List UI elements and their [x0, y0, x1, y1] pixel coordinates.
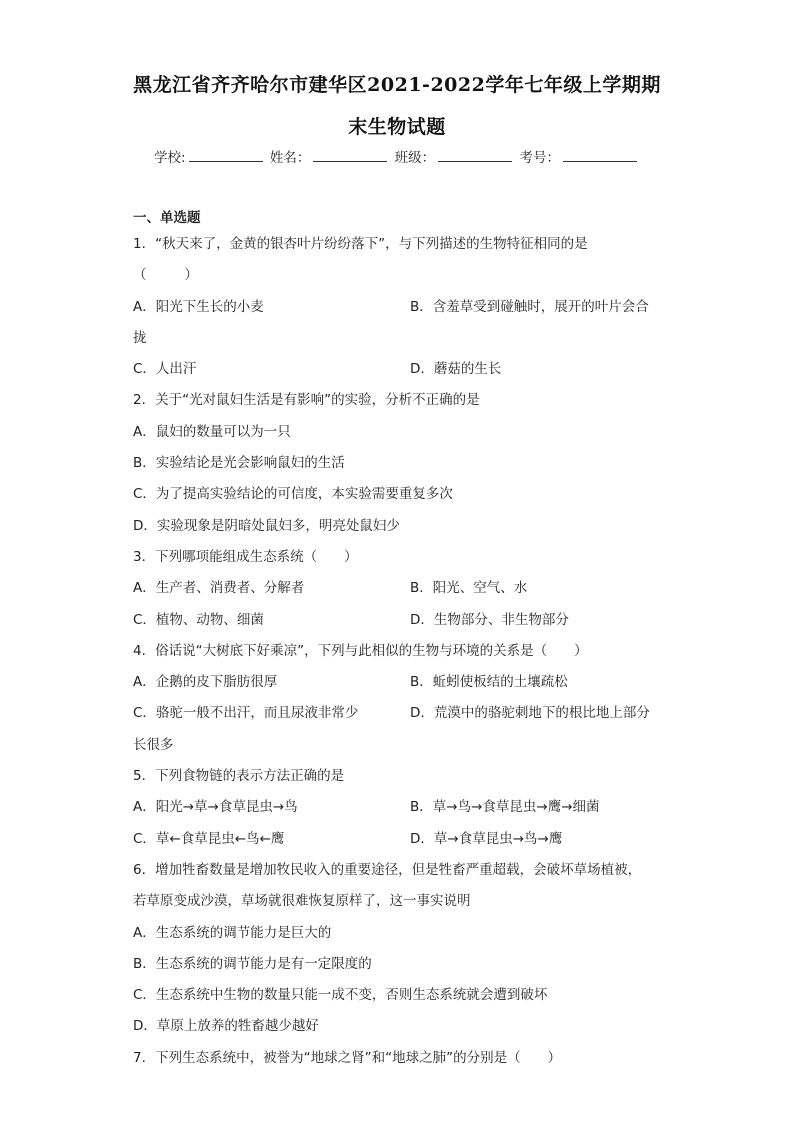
school-blank[interactable]	[189, 149, 263, 162]
question-2-stem: 2．关于“光对鼠妇生活是有影响”的实验，分析不正确的是	[133, 392, 480, 409]
q3-option-d[interactable]: D．生物部分、非生物部分	[410, 611, 569, 628]
question-4-options-cd	[133, 698, 663, 729]
name-label: 姓名：	[269, 150, 311, 166]
q3-option-a[interactable]: A．生产者、消费者、分解者	[133, 580, 305, 597]
section-title: 一、单选题	[133, 210, 201, 226]
q5-option-a[interactable]: A．阳光→草→食草昆虫→鸟	[133, 799, 298, 816]
question-5-options-cd	[133, 824, 663, 855]
exam-no-label: 考号：	[519, 150, 560, 166]
question-5-stem: 5．下列食物链的表示方法正确的是	[133, 768, 345, 785]
question-list	[133, 229, 663, 1074]
class-blank[interactable]	[438, 149, 512, 162]
q4-option-c[interactable]: C．骆驼一般不出汗，而且尿液非常少	[133, 705, 359, 722]
page-title-line2: 末生物试题	[348, 116, 446, 138]
exam-no-blank[interactable]	[563, 149, 637, 162]
q2-option-b[interactable]: B．实验结论是光会影响鼠妇的生活	[133, 455, 345, 472]
question-4-options-ab	[133, 667, 663, 698]
q6-option-c[interactable]: C．生态系统中生物的数量只能一成不变，否则生态系统就会遭到破坏	[133, 987, 548, 1004]
class-label: 班级：	[394, 150, 436, 166]
q2-option-d[interactable]: D．实验现象是阴暗处鼠妇多，明亮处鼠妇少	[133, 517, 400, 534]
question-1-paren	[133, 260, 663, 291]
q2-option-c[interactable]: C．为了提高实验结论的可信度，本实验需要重复多次	[133, 486, 453, 503]
q1-option-d[interactable]: D．蘑菇的生长	[410, 361, 502, 378]
question-3-options-cd	[133, 605, 663, 636]
q5-option-b[interactable]: B．草→鸟→食草昆虫→鹰→细菌	[410, 799, 600, 816]
paren-open: （	[133, 267, 147, 284]
question-7-stem: 7．下列生态系统中，被誉为“地球之肾”和“地球之肺”的分别是（ ）	[133, 1049, 562, 1066]
q4-option-d[interactable]: D．荒漠中的骆驼刺地下的根比地上部分	[410, 705, 650, 722]
q1-option-b[interactable]: B．含羞草受到碰触时，展开的叶片会合	[410, 298, 649, 315]
q6-option-b[interactable]: B．生态系统的调节能力是有一定限度的	[133, 955, 372, 972]
question-1-options-ab	[133, 292, 663, 323]
question-6-stem-line2: 若草原变成沙漠，草场就很难恢复原样了，这一事实说明	[133, 893, 471, 910]
q4-option-b[interactable]: B．蚯蚓使板结的土壤疏松	[410, 674, 568, 691]
school-label: 学校:	[154, 150, 186, 166]
question-3-options-ab	[133, 573, 663, 604]
q1-option-c[interactable]: C．人出汗	[133, 361, 197, 378]
question-1-stem: 1．“秋天来了，金黄的银杏叶片纷纷落下”，与下列描述的生物特征相同的是	[133, 236, 588, 252]
question-3-stem: 3．下列哪项能组成生态系统（ ）	[133, 548, 358, 565]
question-1-options-cd	[133, 354, 663, 385]
q3-option-c[interactable]: C．植物、动物、细菌	[133, 611, 264, 628]
q2-option-a[interactable]: A．鼠妇的数量可以为一只	[133, 423, 291, 440]
question-5-options-ab	[133, 792, 663, 823]
student-info-row	[0, 146, 794, 166]
q6-option-a[interactable]: A．生态系统的调节能力是巨大的	[133, 924, 332, 941]
question-6-stem-line1: 6．增加牲畜数量是增加牧民收入的重要途径，但是牲畜严重超载，会破坏草场植被，	[133, 861, 642, 878]
q1-option-a[interactable]: A．阳光下生长的小麦	[133, 298, 264, 315]
q3-option-b[interactable]: B．阳光、空气、水	[410, 580, 528, 597]
question-4-stem: 4．俗话说“大树底下好乘凉”，下列与此相似的生物与环境的关系是（ ）	[133, 642, 588, 659]
q6-option-d[interactable]: D．草原上放养的牲畜越少越好	[133, 1018, 319, 1035]
q4-option-a[interactable]: A．企鹅的皮下脂肪很厚	[133, 674, 278, 691]
q5-option-c[interactable]: C．草←食草昆虫←鸟←鹰	[133, 830, 285, 847]
q5-option-d[interactable]: D．草→食草昆虫→鸟→鹰	[410, 830, 563, 847]
paren-close: ）	[184, 267, 198, 284]
page-title-line1: 黑龙江省齐齐哈尔市建华区2021-2022学年七年级上学期期	[133, 74, 661, 96]
name-blank[interactable]	[313, 149, 387, 162]
q4-option-d-continued: 长很多	[133, 736, 174, 753]
q1-option-b-continued: 拢	[133, 329, 147, 346]
